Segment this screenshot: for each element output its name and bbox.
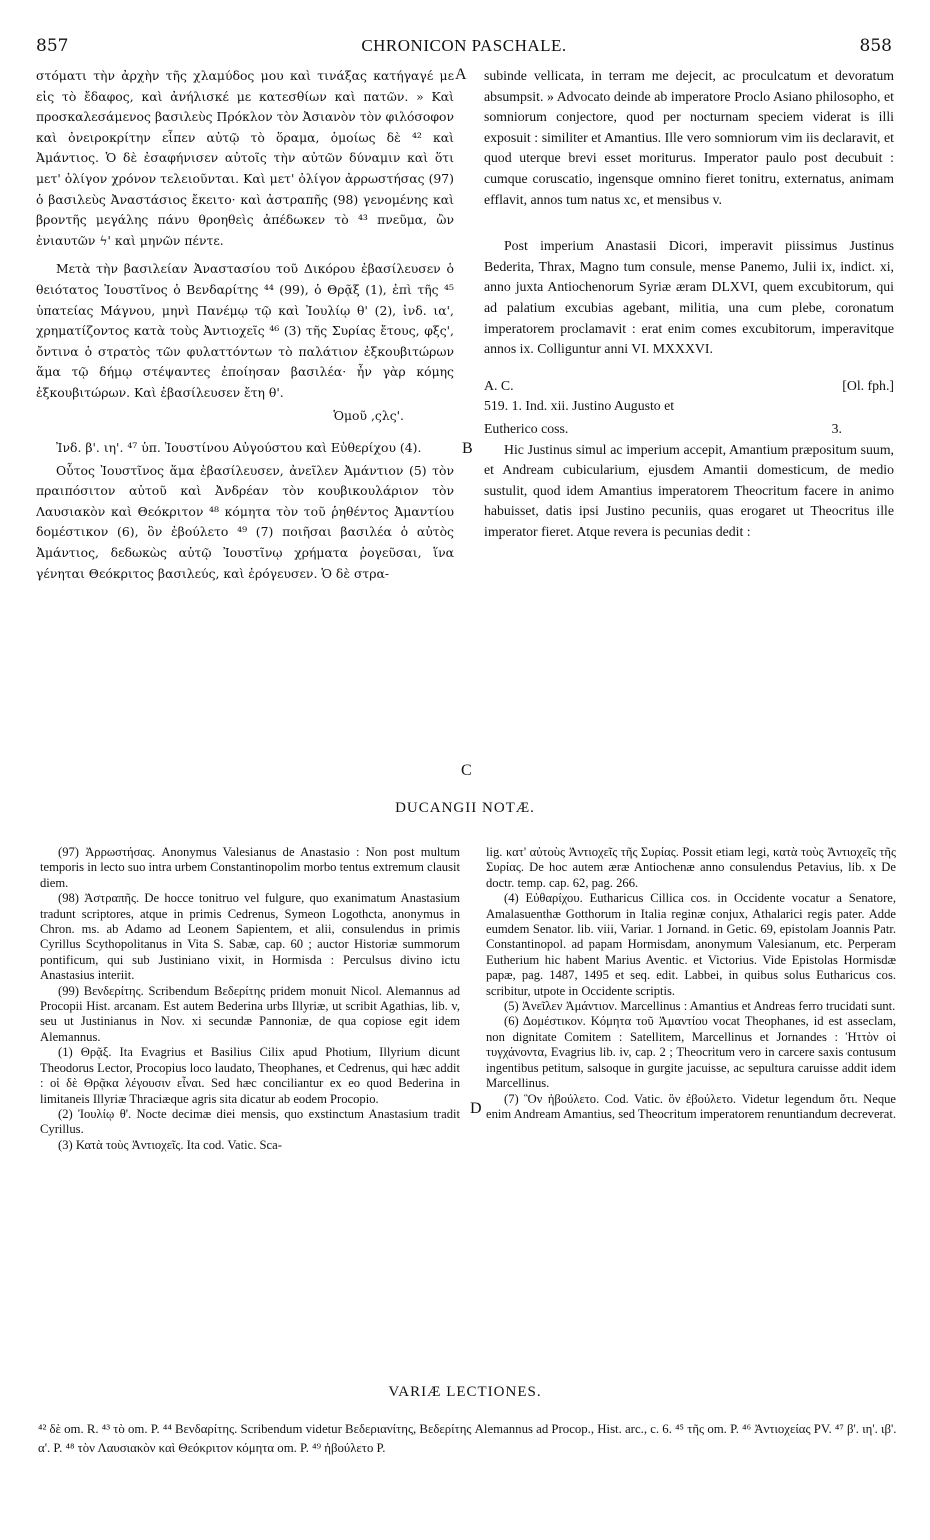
notes-left-column [40,845,460,1153]
note-6: (6) Δομέστικον. Κόμητα τοῦ Ἀμαντίου vocat Theophanes, id est asseclam, non dignitate Comitem : Satellitem, Marcellinus et Jornandes : Ἡττὸν οἱ τυγχάνοντα, Evagrius lib. iv, cap. 2 ; Theocritum vero in carcere saxis contusum ingentibus petitum, salsoque in gurgite jacuisse, ac sepultura caruisse addit idem Marcellinus. [486,1014,896,1091]
olympiad-label: [Ol. fph.] [842,377,894,393]
note-3-continued: lig. κατ' αὐτοὺς Ἀντιοχεῖς τῆς Συρίας. Possit etiam legi, κατὰ τοὺς Ἀντιοχεῖς τῆς Συρίας. De hoc autem æræ Antiochenæ anno consulendus Petavius, lib. x De doctr. temp. cap. 62, pag. 266. [486,845,896,890]
margin-letter-a: A [455,66,467,83]
page-number-right: 858 [859,36,892,56]
note-1: (1) Θρᾷξ. Ita Evagrius et Basilius Cilix apud Photium, Illyrium dicunt Theodorus Lector, Procopius loco laudato, Theophanes, et Cedrenus, qui hæc addit : οἱ δὲ Θρᾷκα λέγουσιν εἶναι. Sed hæc conciliantur ex eo quod Bederina in limitaneis Illyriæ Thraciæque agris sita dicatur ab eodem Procopio. [40,1045,460,1106]
anno-christi-label: A. C. [484,377,514,393]
greek-paragraph-4: Οὗτος Ἰουστῖνος ἅμα ἐβασίλευσεν, ἀνεῖλεν Ἀμάντιον (5) τὸν πραιπόσιτον αὐτοῦ καὶ Ἀνδρέαν τὸν κουβικουλάριον τὸν Λαυσιακὸν καὶ Θεόκριτον ⁴⁸ κόμητα τὸν τοῦ ῥηθέντος Ἀμαντίου δομέστικον (6), ὃν ἐβούλετο ⁴⁹ (7) ποιῆσαι βασιλέα ὁ αὐτὸς Ἀμάντιος, δεδωκὼς αὐτῷ Ἰουστῖνῳ χρήματα ῥογεῦσαι, ἵνα γένηται Θεόκριτος βασιλεύς, καὶ ἐρόγευσεν. Ὁ δὲ στρα- [36,462,454,581]
latin-paragraph-2: Post imperium Anastasii Dicori, imperavit piissimus Justinus Bederita, Thrax, Magno tum consule, mense Panemo, Julii ix, indict. xi, anno juxta Antiochenorum Syriæ æram DLXVI, quem excubitorum, qui ad palatium excubias agebant, militia, una cum plebe, coronatum imperatorem proclamavit : erat enim comes excubitorum, imperavitque annos ix. Colliguntur anni VI. MXXXVI. [484,238,894,357]
variae-title: VARIÆ LECTIONES. [388,1384,542,1400]
greek-paragraph-3: Ἰνδ. β'. ιη'. ⁴⁷ ὑπ. Ἰουστίνου Αὐγούστου καὶ Εὐθερίχου (4). [56,440,422,456]
page-number-left: 857 [36,36,69,56]
margin-letter-d: D [470,1100,482,1117]
latin-paragraph-4: Hic Justinus simul ac imperium accepit, Amantium præpositum suum, et Andream cubicularium, ejusdem Amantii domesticum, de medio sustulit, quod idem Amantius imperatorem Theocritum facere in animo habuisset, datis ipsi Justino pecuniis, quas erogaret ut Theocritus ille imperator fieret. Atque revera is pecunias dedit : [484,441,894,539]
latin-column [484,66,894,544]
note-4: (4) Εὐθαρίχου. Eutharicus Cillica cos. in Occidente vocatur a Senatore, Amalasuenthæ Gotthorum in Italia reginæ conjux, Athalarici regis pater. Adde eumdem Senator. lib. viii, Variar. 1 Jornand. in Getic. 69, epistolam Joannis Patr. Constantinopol. ad papam Hormisdam, anonymum Valesianum, etc. Perperam Eutherium hic habent Marius Aventic. et Victorius. Vide Epistolas Hormisdæ papæ, pag. 1487, 1495 et seq. edit. Labbei, in quibus solus Eutharicus cos. scribitur, utpote in Occidente scriptis. [486,891,896,998]
greek-paragraph-1: στόματι τὴν ἀρχὴν τῆς χλαμύδος μου καὶ τινάξας κατήγαγέ με εἰς τὸ ἔδαφος, καὶ ἀνήλισκέ με κατεσθίων καὶ πατῶν. » Καὶ προσκαλεσάμενος βασιλεὺς Πρόκλον τὸν Ἀσιανὸν τὸν φιλόσοφον καὶ ὀνειροκρίτην εἶπεν αὐτῷ τὸ ὅραμα, ὁμοίως δὲ ⁴² καὶ Ἀμάντιος. Ὁ δὲ ἐσαφήνισεν αὐτοῖς τὴν αὐτῶν δύναμιν καὶ ὅτι μετ' ὀλίγον χρόνον τελειοῦνται. Καὶ μετ' ὀλίγον ἀρρωστήσας (97) ὁ βασιλεὺς Ἀναστάσιος ἔκειτο· καὶ ἀστραπῆς (98) γενομένης καὶ βροντῆς μεγάλης πάνυ θροηθεὶς ἀπέδωκεν τὸ ⁴³ πνεῦμα, ὢν ἐνιαυτῶν ϟ' καὶ μηνῶν πέντε. [36,68,454,248]
notes-right-column [486,845,896,1122]
greek-paragraph-2: Μετὰ τὴν βασιλείαν Ἀναστασίου τοῦ Δικόρου ἐβασίλευσεν ὁ θειότατος Ἰουστῖνος ὁ Βενδαρίτης ⁴⁴ (99), ὁ Θρᾷξ (1), ἐπὶ τῆς ⁴⁵ ὑπατείας Μάγνου, μηνὶ Πανέμῳ τῷ καὶ Ἰουλίῳ θ' (2), ἰνδ. ια', χρηματίζοντος κατὰ τοὺς Ἀντιοχεῖς ⁴⁶ (3) τῆς Συρίας ἔτους, φξς', ὄντινα ὁ στρατὸς τῶν φυλαττόντων τὸ παλάτιον ἐξκουβιτώρων ἅμα τῷ δήμῳ στέψαντες ἐποίησαν βασιλέα· ἦν γὰρ κόμης ἐξκουβιτώρων. Καὶ ἐβασίλευσεν ἔτη θ'. [36,261,454,400]
margin-letter-c: C [461,762,472,779]
note-98: (98) Ἀστραπῆς. De hocce tonitruo vel fulgure, quo exanimatum Anastasium tradunt scriptores, atque in primis Cedrenus, Symeon Logothcta, anonymus in Chron. ms. ab Adamo ad Leonem Sapientem, et alii, consulendus in primis Cyrillus Scythopolitanus in Vita S. Sabæ, cap. 60 ; auctor Historiæ summorum pontificum, qui sub Justiniano vixit, in Hormisda : Perculsus divino ictu Anastasius interiit. [40,891,460,983]
greek-summary-line: Ὁμοῦ ,ςλς'. [333,407,404,423]
note-99: (99) Βενδερίτης. Scribendum Βεδερίτης pridem monuit Nicol. Alemannus ad Procopii Hist. arcanam. Est autem Bederina urbs Illyriæ, ut scribit Agathias, lib. v, seu ut Justinianus in Nov. xi secundæ Pannoniæ, de qua copiose egit idem Alemannus. [40,983,460,1044]
variae-lectiones: ⁴² δὲ om. R. ⁴³ τὸ om. P. ⁴⁴ Βενδαρίτης. Scribendum videtur Βεδεριανίτης, Βεδερίτης Alemannus ad Procop., Hist. arc., c. 6. ⁴⁵ τῆς om. P. ⁴⁶ Ἀντιοχείας PV. ⁴⁷ β'. ιη'. ιβ'. α'. P. ⁴⁸ τὸν Λαυσιακὸν καὶ Θεόκριτον κόμητα om. P. ⁴⁹ ἠβούλετο P. [38,1422,897,1455]
latin-consuls-line [484,419,894,440]
note-97: (97) Ἀρρωστήσας. Anonymus Valesianus de Anastasio : Non post multum temporis in lecto suo intra urbem Constantinopolim morbo tentus extremum clausit diem. [40,845,460,890]
running-header [36,36,892,60]
running-title: CHRONICON PASCHALE. [361,36,567,55]
latin-year-number: 3. [831,420,842,436]
latin-paragraph-1: subinde vellicata, in terram me dejecit, ac proculcatum et devoratum absumpsit. » Advocato deinde ab imperatore Proclo Asiano philosopho, et somniorum conjectore, quod per nocturnam speciem viderat is illi exposuit : similiter et Amantius. Ille vero somniorum vim iis declaravit, et quod uterque brevi esset moriturus. Imperator paulo post decubuit : cumque coruscatio, ingensque omnino fieret tonitru, externatus, animam efflavit, annos tum natus xc, et mensibus v. [484,68,894,207]
note-5: (5) Ἀνεῖλεν Ἀμάντιον. Marcellinus : Amantius et Andreas ferro trucidati sunt. [504,999,896,1014]
notes-title: DUCANGII NOTÆ. [395,800,535,816]
latin-year-line: 519. 1. Ind. xii. Justino Augusto et [484,398,675,414]
margin-letter-b: B [462,440,473,457]
note-3: (3) Κατὰ τοὺς Ἀντιοχεῖς. Ita cod. Vatic. Sca- [58,1137,282,1152]
note-2: (2) Ἰουλίῳ θ'. Nocte decimæ diei mensis, quo exstinctum Anastasium tradit Cyrillus. [40,1106,460,1137]
year-header [484,376,894,397]
note-7: (7) Ὃν ἠβούλετο. Cod. Vatic. ὃν ἐβούλετο. Videtur legendum ὅτι. Neque enim Andream Amantius, sed Theocritum imperatorem renuntiandum decreverat. [486,1091,896,1121]
latin-consuls-text: Eutherico coss. [484,420,569,436]
greek-column [36,66,454,586]
